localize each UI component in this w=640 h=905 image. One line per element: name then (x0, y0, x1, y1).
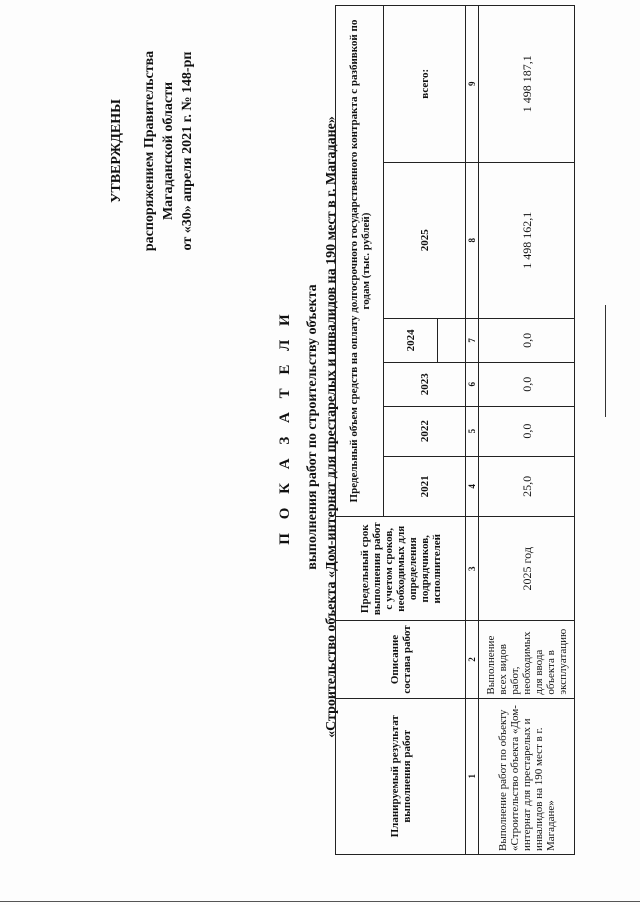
header-year-2021: 2021 (384, 456, 466, 516)
page-bottom-edge (0, 901, 640, 902)
document-title-line-2: «Строительство объекта «Дом-интернат для престарелых и инвалидов на 190 мест в г. Магадане» (324, 116, 339, 738)
column-number: 8 (466, 162, 479, 318)
approval-stamp (107, 1, 197, 301)
row-value-2021: 25,0 (479, 456, 575, 516)
column-number: 7 (466, 318, 479, 362)
approval-title: УТВЕРЖДЕНЫ (109, 99, 124, 203)
row-value-2023: 0,0 (479, 362, 575, 406)
header-year-2023: 2023 (384, 362, 466, 406)
header-year-2025: 2025 (384, 162, 466, 318)
header-total: всего: (384, 6, 466, 163)
document-title (277, 0, 340, 867)
row-total: 1 498 187,1 (479, 6, 575, 163)
column-number: 4 (466, 456, 479, 516)
column-number: 3 (466, 517, 479, 621)
approval-line-1: распоряжением Правительства (142, 50, 157, 252)
row-deadline: 2025 год (479, 517, 575, 621)
column-number: 6 (466, 362, 479, 406)
approval-line-3: от «30» апреля 2021 г. № 148-рп (180, 51, 195, 251)
header-spacer (438, 318, 466, 362)
document-title-main: П О К А З А Т Е Л И (277, 309, 293, 545)
row-value-2024: 0,0 (479, 318, 575, 362)
row-value-2025: 1 498 162,1 (479, 162, 575, 318)
column-number: 2 (466, 621, 479, 698)
document-title-line-1: выполнения работ по строительству объекта (305, 284, 320, 570)
header-description: Описание состава работ (336, 621, 466, 698)
row-result: Выполнение работ по объекту «Строительство объекта «Дом-интернат для престарелых и инвалидов на 190 мест в г. Магадане» (479, 698, 575, 854)
column-number: 9 (466, 6, 479, 163)
header-funding: Предельный объем средств на оплату долгосрочного государственного контракта с разбивкой по годам (тыс. рублей) (336, 6, 384, 517)
column-number: 5 (466, 406, 479, 456)
header-deadline: Предельный срок выполнения работ с учетом сроков, необходимых для определения подрядчиков, исполнителей (336, 517, 466, 621)
indicators-table (335, 5, 575, 855)
header-year-2024: 2024 (384, 318, 438, 362)
separator-line (605, 305, 606, 417)
column-number-row (466, 6, 479, 855)
row-description: Выполнение всех видов работ, необходимых для ввода объекта в эксплуатацию (479, 621, 575, 698)
header-result: Планируемый результат выполнения работ (336, 698, 466, 854)
header-row-1 (336, 6, 384, 855)
rotated-document (65, 0, 625, 867)
row-value-2022: 0,0 (479, 406, 575, 456)
header-year-2022: 2022 (384, 406, 466, 456)
table-row (479, 6, 575, 855)
approval-line-2: Магаданской области (161, 81, 176, 221)
column-number: 1 (466, 698, 479, 854)
